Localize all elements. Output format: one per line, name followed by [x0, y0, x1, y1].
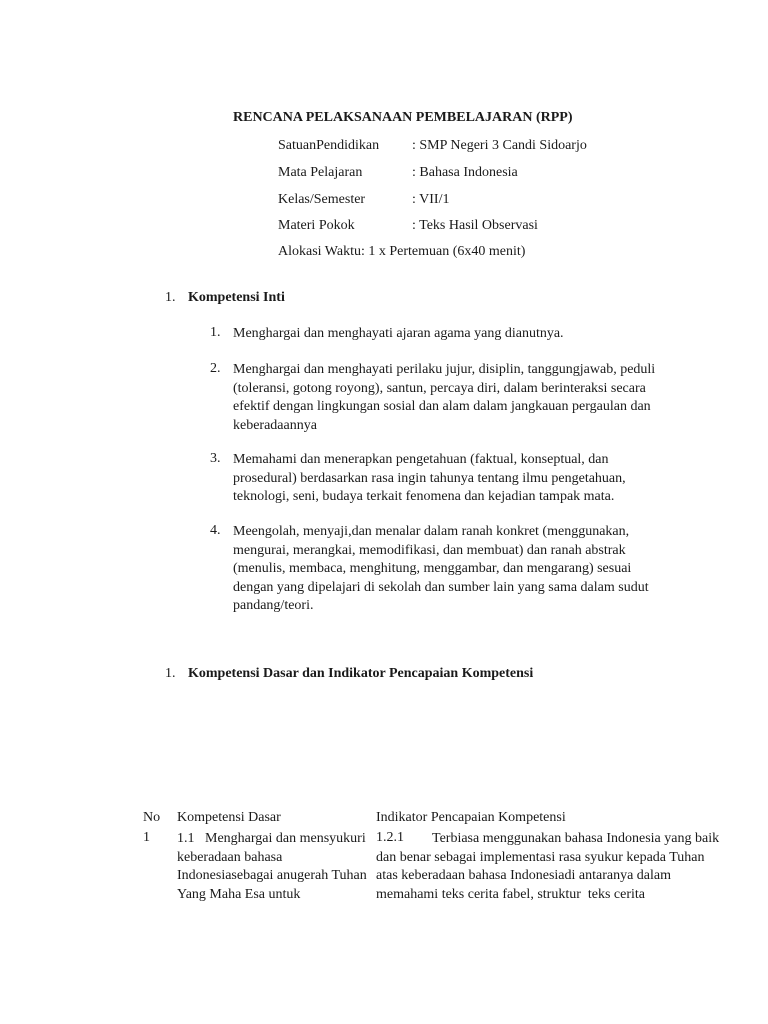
table-header-no: No [143, 810, 161, 825]
identity-value: : Bahasa Indonesia [412, 165, 518, 180]
alokasi-waktu: Alokasi Waktu: 1 x Pertemuan (6x40 menit) [278, 244, 526, 259]
list-item-text: Memahami dan menerapkan pengetahuan (faktual, konseptual, dan prosedural) berdasarkan rasa ingin tahunya tentang ilmu pengetahuan, teknologi, seni, budaya terkait fenomena dan kejadian tampak mata. [233, 452, 626, 504]
list-item-number: 4. [210, 523, 221, 538]
list-item-number: 2. [210, 361, 221, 376]
identity-label: SatuanPendidikan [278, 138, 380, 153]
identity-label: Mata Pelajaran [278, 165, 363, 180]
section-heading: Kompetensi Inti [188, 290, 285, 305]
section-heading: Kompetensi Dasar dan Indikator Pencapaian Kompetensi [188, 666, 534, 681]
list-item-text: Menghargai dan menghayati perilaku jujur, disiplin, tanggungjawab, peduli (toleransi, gotong royong), santun, percaya diri, dalam berinteraksi secara efektif dengan lingkungan sosial dan alam dalam jangkauan pergaulan dan keberadaannya [233, 362, 656, 433]
identity-value: : Teks Hasil Observasi [412, 218, 538, 233]
identity-value: : SMP Negeri 3 Candi Sidoarjo [412, 138, 587, 153]
section-number: 1. [165, 666, 176, 681]
list-item-number: 3. [210, 451, 221, 466]
table-header-kd: Kompetensi Dasar [177, 810, 281, 825]
table-cell-indikator: Terbiasa menggunakan bahasa Indonesia yang baik dan benar sebagai implementasi rasa syukur kepada Tuhan atas keberadaan bahasa Indonesiadi antaranya dalam memahami teks cerita fabel, struktur teks cerita [376, 831, 720, 902]
list-item-text: Meengolah, menyaji,dan menalar dalam ranah konkret (menggunakan, mengurai, merangkai, memodifikasi, dan membuat) dan ranah abstrak (menulis, membaca, menghitung, menggambar, dan mengarang) sesuai dengan yang dipelajari di sekolah dan sumber lain yang sama dalam sudut pandang/teori. [233, 524, 649, 613]
list-item-number: 1. [210, 325, 221, 340]
table-cell-indicator-number: 1.2.1 [376, 830, 404, 845]
identity-label: Kelas/Semester [278, 192, 366, 207]
identity-label: Materi Pokok [278, 218, 355, 233]
document-title: RENCANA PELAKSANAAN PEMBELAJARAN (RPP) [233, 110, 573, 125]
table-cell-kd: 1.1 Menghargai dan mensyukuri keberadaan bahasa Indonesiasebagai anugerah Tuhan Yang Maha Esa untuk [177, 831, 367, 902]
section-number: 1. [165, 290, 176, 305]
table-header-indikator: Indikator Pencapaian Kompetensi [376, 810, 566, 825]
identity-value: : VII/1 [412, 192, 450, 207]
list-item-text: Menghargai dan menghayati ajaran agama yang dianutnya. [233, 326, 564, 341]
table-cell-no: 1 [143, 830, 150, 845]
